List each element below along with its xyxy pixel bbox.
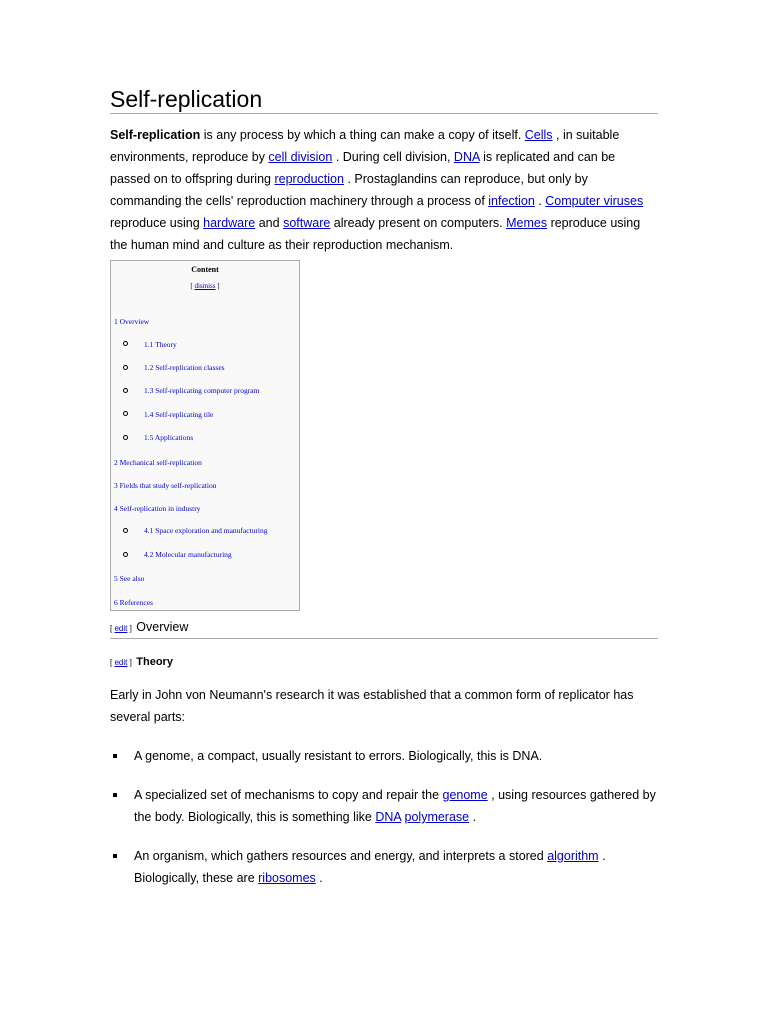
toc-item-theory[interactable]: 1.1 Theory <box>144 340 177 349</box>
list-item <box>110 845 658 889</box>
link-cell-division[interactable]: cell division <box>268 150 333 164</box>
bracket-open: [ <box>110 624 115 633</box>
link-memes[interactable]: Memes <box>506 216 548 230</box>
intro-text: , in suitable environments, reproduce by <box>110 128 620 164</box>
link-dna-polymerase-dna[interactable]: DNA <box>375 810 402 824</box>
intro-text: reproduce using the human mind and culture as their reproduction mechanism. <box>110 216 641 252</box>
page-title: Self-replication <box>110 86 658 114</box>
link-reproduction[interactable]: reproduction <box>274 172 344 186</box>
list-item-text: A specialized set of mechanisms to copy and repair the <box>134 788 443 802</box>
list-item-text: , using resources gathered by the body. Biologically, this is something like <box>134 788 656 824</box>
link-hardware[interactable]: hardware <box>203 216 256 230</box>
toc-item-self-replicating-computer-program[interactable]: 1.3 Self-replicating computer program <box>144 386 260 395</box>
toc-item-space-exploration[interactable]: 4.1 Space exploration and manufacturing <box>144 526 268 535</box>
circle-bullet-icon <box>123 435 128 440</box>
list-item <box>110 745 658 767</box>
toc-item-overview[interactable]: 1 Overview <box>114 317 150 326</box>
intro-text: is replicated and can be passed on to offspring during <box>110 150 616 186</box>
edit-bracket <box>110 624 132 633</box>
list-item <box>110 784 658 828</box>
intro-bold-term: Self-replication <box>110 128 201 142</box>
link-algorithm[interactable]: algorithm <box>547 849 599 863</box>
circle-bullet-icon <box>123 341 128 346</box>
link-software[interactable]: software <box>283 216 331 230</box>
intro-text: already present on computers. <box>330 216 507 230</box>
link-ribosomes[interactable]: ribosomes <box>258 871 316 885</box>
toc-item-molecular-manufacturing[interactable]: 4.2 Molecular manufacturing <box>144 550 232 559</box>
section-heading-overview <box>110 619 658 639</box>
list-item-text: A genome, a compact, usually resistant to errors. Biologically, this is DNA. <box>134 749 543 763</box>
toc-item-fields[interactable]: 3 Fields that study self-replication <box>114 481 217 490</box>
replicator-parts-list <box>110 745 658 889</box>
toc-item-see-also[interactable]: 5 See also <box>114 574 145 583</box>
link-computer-viruses[interactable]: Computer viruses <box>545 194 644 208</box>
bracket-close: ] <box>127 624 132 633</box>
circle-bullet-icon <box>123 365 128 370</box>
square-bullet-icon <box>113 754 117 758</box>
toc-item-industry[interactable]: 4 Self-replication in industry <box>114 504 201 513</box>
table-of-contents <box>110 260 300 611</box>
circle-bullet-icon <box>123 528 128 533</box>
intro-text: is any process by which a thing can make a copy of itself. <box>200 128 525 142</box>
bracket-close: ] <box>127 658 132 667</box>
square-bullet-icon <box>113 793 117 797</box>
list-item-text: . <box>469 810 477 824</box>
circle-bullet-icon <box>123 411 128 416</box>
intro-text: . During cell division, <box>332 150 454 164</box>
toc-item-applications[interactable]: 1.5 Applications <box>144 433 194 442</box>
toc-title: Content <box>191 265 219 274</box>
intro-paragraph <box>110 124 658 256</box>
link-dna[interactable]: DNA <box>453 150 480 164</box>
article <box>110 86 658 906</box>
list-item-text: . <box>315 871 323 885</box>
toc-dismiss-link[interactable]: dismiss <box>194 282 216 290</box>
toc-item-references[interactable]: 6 References <box>114 598 153 607</box>
intro-text: reproduce using <box>110 216 204 230</box>
intro-text: . <box>534 194 546 208</box>
bracket-open: [ <box>110 658 115 667</box>
square-bullet-icon <box>113 854 117 858</box>
toc-item-self-replication-classes[interactable]: 1.2 Self-replication classes <box>144 363 225 372</box>
link-infection[interactable]: infection <box>488 194 535 208</box>
edit-bracket <box>110 658 132 667</box>
toc-toggle-bracket: [ <box>190 282 195 290</box>
list-item-text: . Biologically, these are <box>134 849 606 885</box>
overview-heading: Overview <box>136 620 189 634</box>
section-heading-theory <box>110 653 658 671</box>
link-genome[interactable]: genome <box>442 788 488 802</box>
theory-heading: Theory <box>136 656 173 668</box>
intro-text: and <box>255 216 284 230</box>
intro-text: . Prostaglandins can reproduce, but only by commanding the cells' reproduction machinery through a process of <box>110 172 588 208</box>
link-cells[interactable]: Cells <box>524 128 553 142</box>
link-polymerase[interactable]: polymerase <box>404 810 470 824</box>
toc-toggle <box>111 282 299 290</box>
toc-toggle-bracket: ] <box>215 282 220 290</box>
theory-paragraph: Early in John von Neumann's research it was established that a common form of replicator has several parts: <box>110 688 634 724</box>
list-item-text: An organism, which gathers resources and energy, and interprets a stored <box>134 849 548 863</box>
circle-bullet-icon <box>123 388 128 393</box>
edit-link-overview[interactable]: edit <box>114 624 128 633</box>
edit-link-theory[interactable]: edit <box>114 658 128 667</box>
circle-bullet-icon <box>123 552 128 557</box>
toc-item-mechanical-self-replication[interactable]: 2 Mechanical self-replication <box>114 458 202 467</box>
toc-item-self-replicating-tile[interactable]: 1.4 Self-replicating tile <box>144 410 214 419</box>
